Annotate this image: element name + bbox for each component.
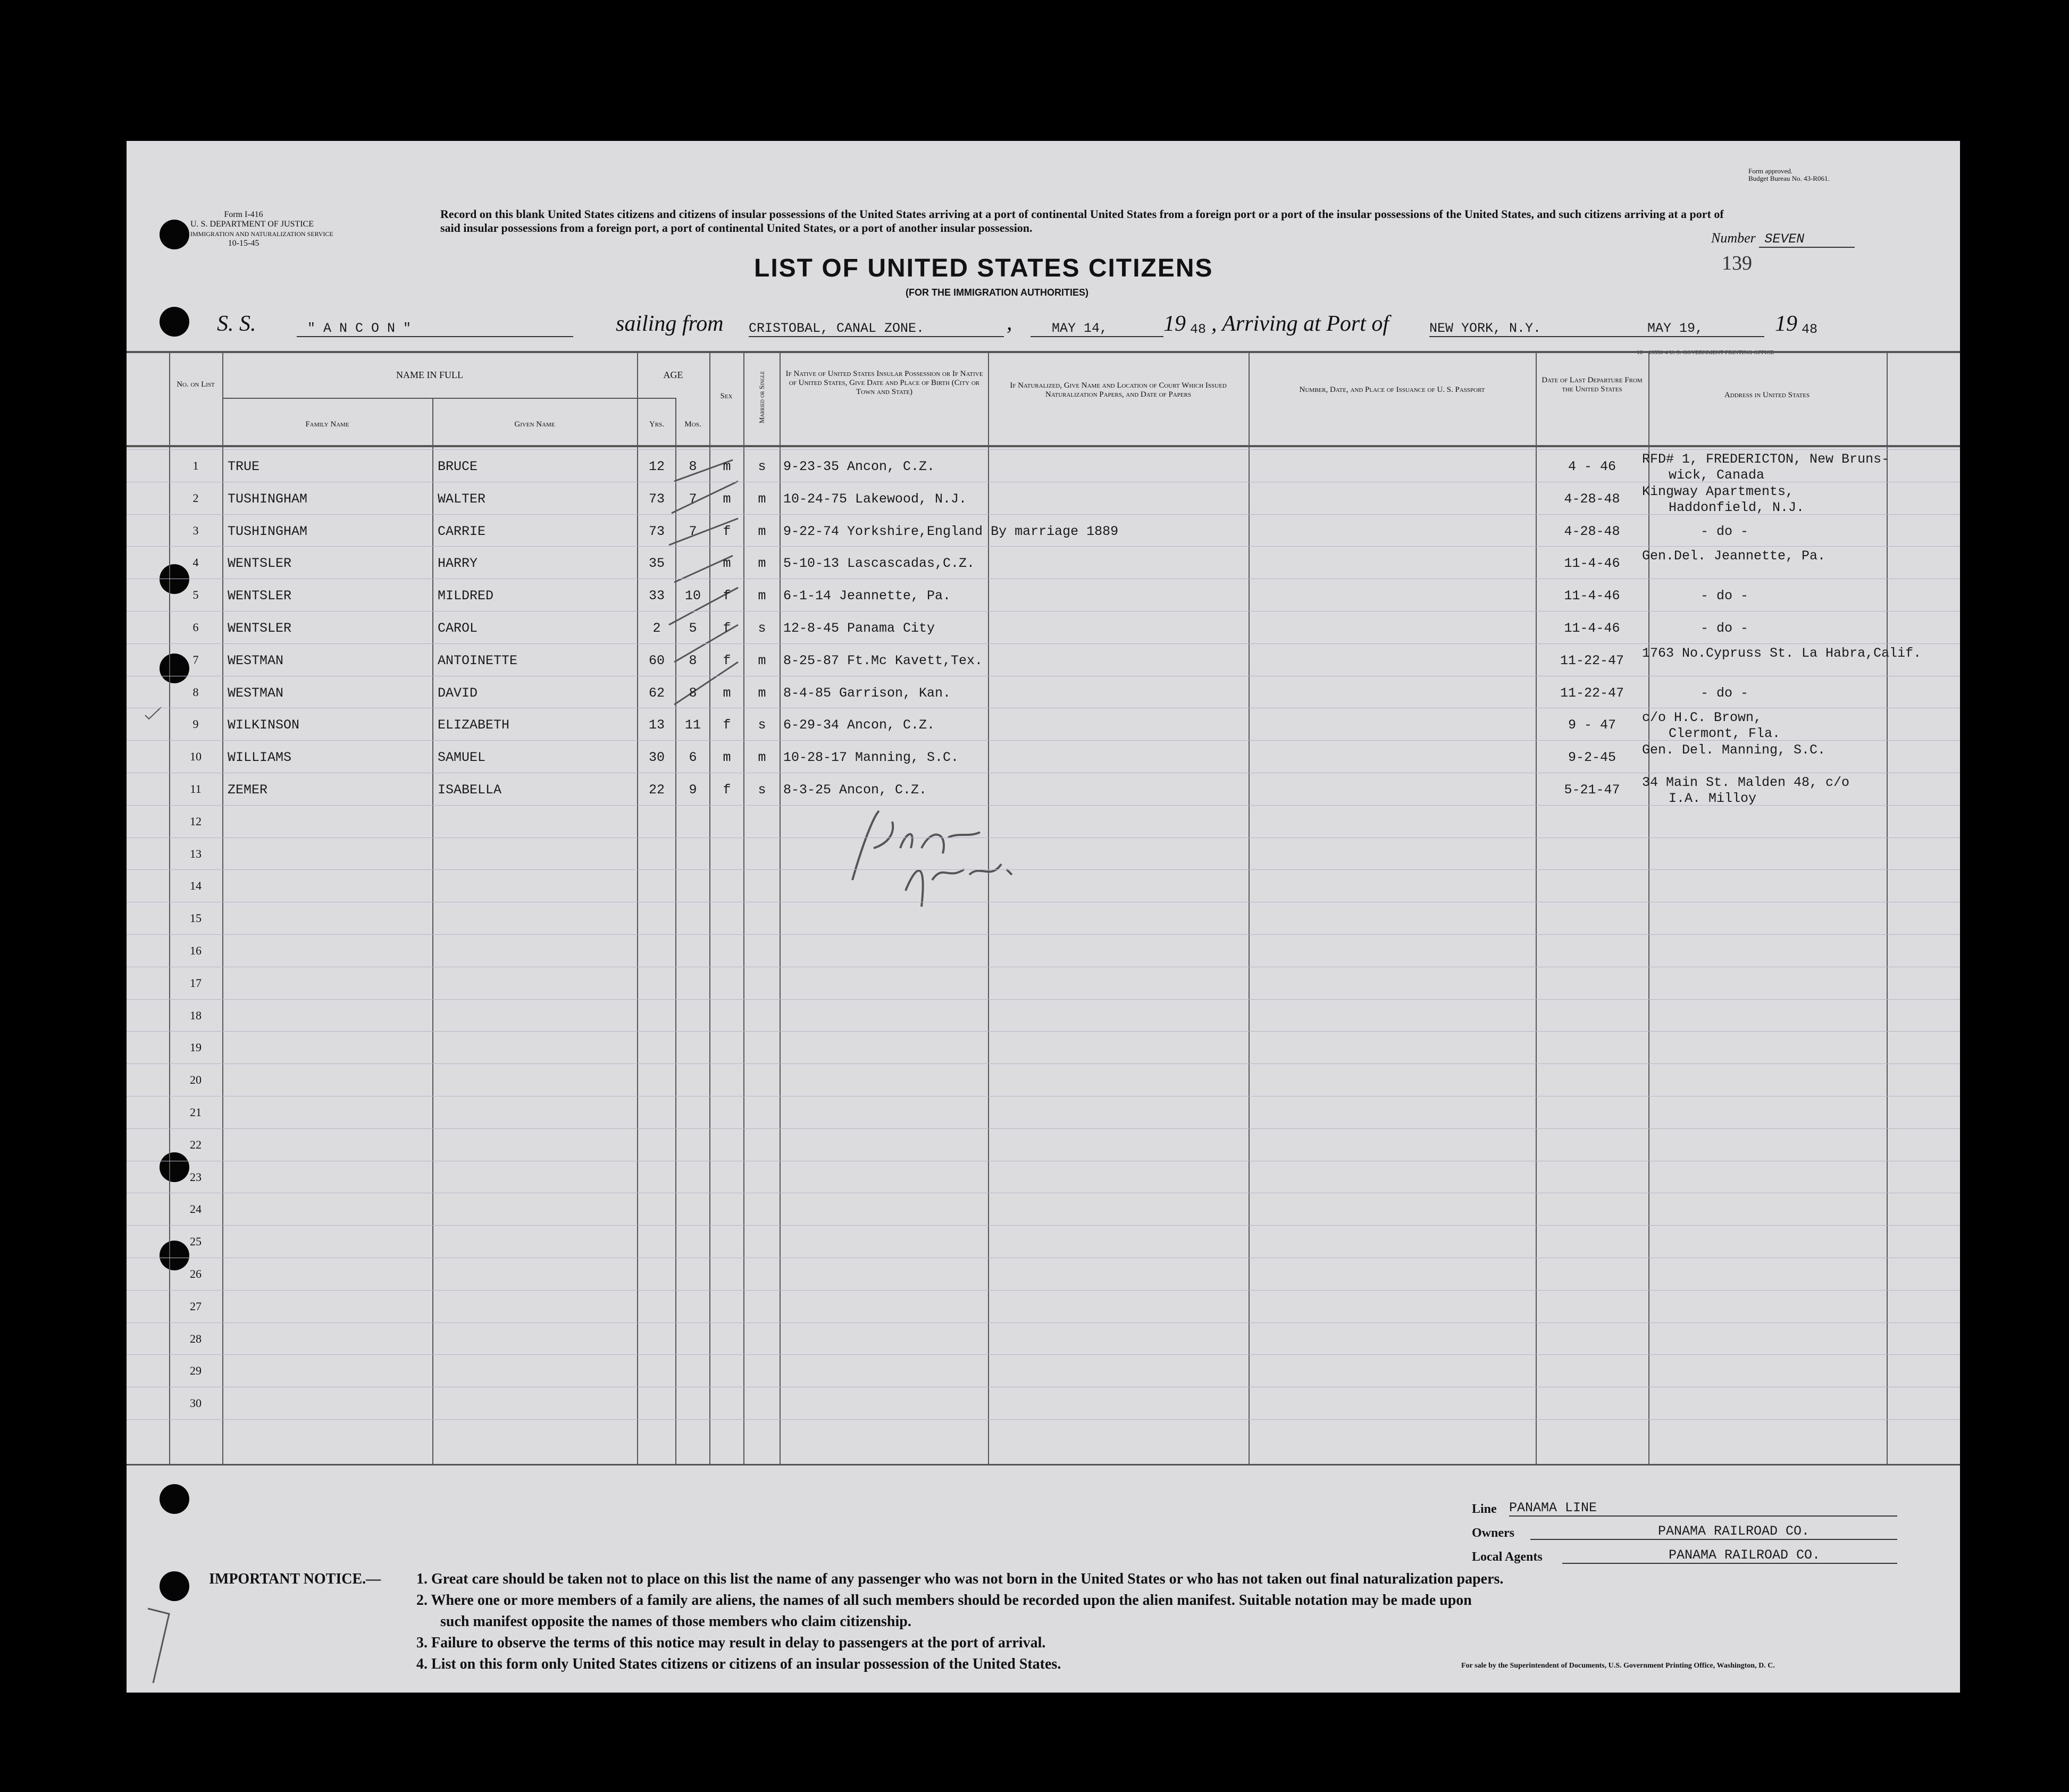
cell-departure: 4-28-48 xyxy=(1564,523,1620,539)
cell-address: - do - xyxy=(1701,621,1749,636)
page-number: 139 xyxy=(1722,252,1752,274)
cell-address: Gen. Del. Manning, S.C. xyxy=(1642,742,1826,758)
cell-family: TUSHINGHAM xyxy=(228,523,308,539)
col-divider xyxy=(1887,353,1888,1464)
header-given-name: Given Name xyxy=(514,420,555,429)
cell-departure: 11-4-46 xyxy=(1564,556,1620,572)
sale-notice: For sale by the Superintendent of Documents, U.S. Government Printing Office, Washington, D. C. xyxy=(1461,1662,1775,1670)
cell-no: 6 xyxy=(192,621,199,634)
header-family-name: Family Name xyxy=(305,420,349,429)
cell-given: ELIZABETH xyxy=(438,717,510,733)
cell-given: CAROL xyxy=(438,621,478,636)
cell-given: ISABELLA xyxy=(438,782,502,798)
cell-sex: f xyxy=(723,621,731,636)
cell-sex: m xyxy=(723,685,731,701)
cell-ms: s xyxy=(758,782,766,798)
row-rule xyxy=(127,1354,1960,1355)
sailing-label: sailing from xyxy=(616,312,724,336)
cell-no: 7 xyxy=(192,652,199,666)
cell-departure: 5-21-47 xyxy=(1564,782,1620,798)
cell-departure: 4 - 46 xyxy=(1568,459,1616,474)
cell-ms: s xyxy=(758,717,766,733)
header-native: If Native of United States Insular Possession or If Native of United States, Give Date and Place of Birth (City or Town and State) xyxy=(785,370,983,396)
header-mos: Mos. xyxy=(684,420,701,429)
ship-name: " A N C O N " xyxy=(297,321,573,337)
cell-no: 4 xyxy=(192,556,199,570)
intro-text: Record on this blank United States citizens and citizens of insular possessions of the United States arriving at a port of continental United States from a foreign port or a port of the insular possessions of the United States, and such citizens arriving at a port of said insular possessions from a foreign port, a port of continental United States, or a port of another insular possession. xyxy=(440,207,1724,235)
row-rule xyxy=(127,546,1960,547)
cell-birth: 8-3-25 Ancon, C.Z. xyxy=(783,782,927,798)
row-rule xyxy=(127,1225,1960,1226)
empty-row-number: 24 xyxy=(190,1202,202,1216)
cell-departure: 11-4-46 xyxy=(1564,621,1620,636)
owners-label: Owners xyxy=(1472,1526,1514,1540)
number-value: SEVEN xyxy=(1759,231,1855,248)
approval-block xyxy=(1748,168,1887,182)
handwritten-signature xyxy=(842,800,1023,912)
cell-yrs: 33 xyxy=(648,588,665,604)
empty-row-number: 18 xyxy=(190,1008,202,1022)
to-port: NEW YORK, N.Y. xyxy=(1429,321,1748,337)
cell-no: 10 xyxy=(190,750,202,764)
form-subtitle: (FOR THE IMMIGRATION AUTHORITIES) xyxy=(906,287,1088,298)
header-name-in-full: NAME IN FULL xyxy=(396,370,463,380)
ss-label: S. S. xyxy=(217,312,256,336)
empty-row-number: 13 xyxy=(190,847,202,860)
cell-departure: 11-22-47 xyxy=(1560,652,1624,668)
cell-yrs: 13 xyxy=(648,717,665,733)
header-age: AGE xyxy=(663,370,683,380)
cell-family: WESTMAN xyxy=(228,685,284,701)
cell-mos: 8 xyxy=(689,652,697,668)
cell-birth: 10-28-17 Manning, S.C. xyxy=(783,750,959,766)
cell-address: RFD# 1, FREDERICTON, New Bruns- xyxy=(1642,451,1890,467)
header-yrs: Yrs. xyxy=(649,420,665,429)
cell-ms: m xyxy=(758,750,766,766)
cell-departure: 11-4-46 xyxy=(1564,588,1620,604)
year-from: 48 xyxy=(1190,322,1207,337)
cell-mos: 7 xyxy=(689,523,697,539)
empty-row-number: 23 xyxy=(190,1170,202,1184)
cell-given: MILDRED xyxy=(438,588,494,604)
cell-family: ZEMER xyxy=(228,782,268,798)
header-passport: Number, Date, and Place of Issuance of U. S. Passport xyxy=(1299,386,1485,394)
cell-birth: 8-25-87 Ft.Mc Kavett,Tex. xyxy=(783,652,983,668)
empty-row-number: 15 xyxy=(190,911,202,925)
from-port: CRISTOBAL, CANAL ZONE. xyxy=(749,321,1004,337)
col-divider xyxy=(169,353,170,1464)
margin-mark xyxy=(143,1603,174,1688)
date-to: MAY 19, xyxy=(1647,321,1764,337)
cell-family: WENTSLER xyxy=(228,556,292,572)
cell-no: 2 xyxy=(192,491,199,505)
cell-mos: 7 xyxy=(689,491,697,507)
cell-address: Kingway Apartments, xyxy=(1642,483,1794,499)
cell-yrs: 12 xyxy=(648,459,665,474)
empty-row-number: 20 xyxy=(190,1073,202,1087)
form-id-block xyxy=(190,210,333,248)
cell-ms: m xyxy=(758,652,766,668)
cell-sex: m xyxy=(723,556,731,572)
cell-family: WILKINSON xyxy=(228,717,300,733)
punch-hole xyxy=(160,1484,189,1514)
cell-ms: m xyxy=(758,556,766,572)
cell-given: HARRY xyxy=(438,556,478,572)
cell-mos: 8 xyxy=(689,459,697,474)
cell-ms: m xyxy=(758,491,766,507)
col-divider xyxy=(432,398,433,1464)
cell-yrs: 60 xyxy=(648,652,665,668)
cell-ms: m xyxy=(758,523,766,539)
empty-row-number: 26 xyxy=(190,1267,202,1280)
cell-address: c/o H.C. Brown, xyxy=(1642,710,1762,726)
notice-item: such manifest opposite the names of those members who claim citizenship. xyxy=(440,1613,911,1630)
agents-value: PANAMA RAILROAD CO. xyxy=(1562,1547,1897,1564)
cell-given: BRUCE xyxy=(438,459,478,474)
cell-address-line2: I.A. Milloy xyxy=(1669,791,1757,806)
empty-row-number: 29 xyxy=(190,1364,202,1378)
notice-item: 4. List on this form only United States citizens or citizens of an insular possession of the United States. xyxy=(416,1656,1061,1672)
row-rule xyxy=(127,1419,1960,1420)
empty-row-number: 28 xyxy=(190,1332,202,1345)
row-rule xyxy=(127,869,1960,870)
row-rule xyxy=(127,1031,1960,1032)
cell-family: WILLIAMS xyxy=(228,750,292,766)
approval-line: Form approved. xyxy=(1748,167,1793,175)
notice-heading: IMPORTANT NOTICE.— xyxy=(209,1571,381,1587)
cell-ms: s xyxy=(758,459,766,474)
cell-departure: 9-2-45 xyxy=(1568,750,1616,766)
cell-sex: m xyxy=(723,750,731,766)
row-rule xyxy=(127,999,1960,1000)
line-value: PANAMA LINE xyxy=(1509,1500,1897,1517)
empty-row-number: 16 xyxy=(190,944,202,957)
cell-mos: 6 xyxy=(689,750,697,766)
cell-address: 1763 No.Cypruss St. La Habra,Calif. xyxy=(1642,645,1922,661)
row-rule xyxy=(127,1322,1960,1323)
cell-departure: 9 - 47 xyxy=(1568,717,1616,733)
row-rule xyxy=(127,611,1960,612)
empty-row-number: 27 xyxy=(190,1299,202,1313)
empty-row-number: 22 xyxy=(190,1137,202,1151)
cell-birth: 8-4-85 Garrison, Kan. xyxy=(783,685,951,701)
header-married: Married or Single xyxy=(758,371,766,424)
cell-address: Gen.Del. Jeannette, Pa. xyxy=(1642,548,1826,564)
cell-ms: s xyxy=(758,621,766,636)
cell-no: 8 xyxy=(192,685,199,699)
row-rule xyxy=(127,934,1960,935)
col-divider xyxy=(1648,353,1649,1464)
cell-family: WESTMAN xyxy=(228,652,284,668)
cell-birth: 6-1-14 Jeannette, Pa. xyxy=(783,588,951,604)
cell-mos: 9 xyxy=(689,782,697,798)
cell-yrs: 73 xyxy=(648,491,665,507)
cell-no: 3 xyxy=(192,523,199,537)
cell-given: WALTER xyxy=(438,491,486,507)
notice-item: 2. Where one or more members of a family are aliens, the names of all such members should be recorded upon the alien manifest. Suitable notation may be made upon xyxy=(416,1592,1472,1609)
empty-row-number: 17 xyxy=(190,976,202,990)
cell-address: - do - xyxy=(1701,685,1749,701)
cell-sex: f xyxy=(723,782,731,798)
cell-ms: m xyxy=(758,685,766,701)
cell-yrs: 2 xyxy=(652,621,661,636)
cell-yrs: 62 xyxy=(648,685,665,701)
name-subheader-line xyxy=(222,398,637,399)
department: U. S. DEPARTMENT OF JUSTICE xyxy=(190,220,314,229)
empty-row-number: 14 xyxy=(190,879,202,893)
notice-item: 3. Failure to observe the terms of this notice may result in delay to passengers at the port of arrival. xyxy=(416,1635,1046,1651)
cell-sex: f xyxy=(723,588,731,604)
cell-birth: 5-10-13 Lascascadas,C.Z. xyxy=(783,556,975,572)
year-label: 19 xyxy=(1775,312,1797,336)
header-sex: Sex xyxy=(720,392,733,400)
cell-mos: 8 xyxy=(689,685,697,701)
col-divider xyxy=(637,353,638,1464)
empty-row-number: 30 xyxy=(190,1396,202,1410)
cell-family: TRUE xyxy=(228,459,260,474)
cell-address-line2: wick, Canada xyxy=(1669,467,1765,483)
empty-row-number: 12 xyxy=(190,814,202,828)
table-bottom-border xyxy=(127,1464,1960,1466)
age-subheader-line xyxy=(637,398,675,399)
cell-given: SAMUEL xyxy=(438,750,486,766)
cell-given: ANTOINETTE xyxy=(438,652,518,668)
cell-yrs: 35 xyxy=(648,556,665,572)
cell-sex: m xyxy=(723,491,731,507)
cell-address: 34 Main St. Malden 48, c/o xyxy=(1642,775,1850,790)
date-from: MAY 14, xyxy=(1031,321,1163,337)
table-top-border xyxy=(127,351,1960,353)
cell-family: TUSHINGHAM xyxy=(228,491,308,507)
cell-birth: 10-24-75 Lakewood, N.J. xyxy=(783,491,967,507)
form-id: Form I-416 xyxy=(224,210,263,219)
row-rule xyxy=(127,449,1960,450)
header-departure: Date of Last Departure From the United States xyxy=(1542,376,1643,393)
cell-departure: 11-22-47 xyxy=(1560,685,1624,701)
cell-ms: m xyxy=(758,588,766,604)
row-rule xyxy=(127,1128,1960,1129)
cell-given: DAVID xyxy=(438,685,478,701)
cell-family: WENTSLER xyxy=(228,588,292,604)
header-naturalized: If Naturalized, Give Name and Location of Court Which Issued Naturalization Papers, and Date of Papers xyxy=(1010,381,1227,399)
empty-row-number: 19 xyxy=(190,1041,202,1054)
cell-mos: 5 xyxy=(689,621,697,636)
header-bottom-border xyxy=(127,445,1960,447)
cell-birth: 6-29-34 Ancon, C.Z. xyxy=(783,717,935,733)
cell-address: - do - xyxy=(1701,523,1749,539)
punch-hole xyxy=(160,220,189,249)
header-address: Address in United States xyxy=(1724,391,1810,399)
agents-label: Local Agents xyxy=(1472,1550,1543,1564)
form-date: 10-15-45 xyxy=(228,239,259,248)
owners-value: PANAMA RAILROAD CO. xyxy=(1530,1523,1897,1540)
number-field xyxy=(1711,230,1855,248)
approval-line: Budget Bureau No. 43-R061. xyxy=(1748,174,1830,182)
cell-address: - do - xyxy=(1701,588,1749,604)
cell-sex: m xyxy=(723,459,731,474)
cell-no: 1 xyxy=(192,459,199,472)
cell-family: WENTSLER xyxy=(228,621,292,636)
empty-row-number: 25 xyxy=(190,1235,202,1249)
header-no: No. on List xyxy=(177,380,215,389)
check-mark xyxy=(143,705,164,721)
cell-address-line2: Clermont, Fla. xyxy=(1669,726,1781,742)
cell-mos: 11 xyxy=(684,717,701,733)
cell-no: 5 xyxy=(192,588,199,602)
punch-hole xyxy=(160,1571,189,1601)
service: IMMIGRATION AND NATURALIZATION SERVICE xyxy=(190,230,333,238)
notice-item: 1. Great care should be taken not to place on this list the name of any passenger who was not born in the United States or who has not taken out final naturalization papers. xyxy=(416,1571,1504,1587)
line-label: Line xyxy=(1472,1502,1497,1516)
cell-sex: f xyxy=(723,652,731,668)
cell-yrs: 30 xyxy=(648,750,665,766)
row-rule xyxy=(127,643,1960,644)
form-title: LIST OF UNITED STATES CITIZENS xyxy=(754,254,1213,282)
cell-no: 9 xyxy=(192,717,199,731)
cell-birth: 9-23-35 Ancon, C.Z. xyxy=(783,459,935,474)
cell-given: CARRIE xyxy=(438,523,486,539)
cell-yrs: 22 xyxy=(648,782,665,798)
col-divider xyxy=(780,353,781,1464)
year-label: 19 xyxy=(1163,312,1186,336)
arriving-label: , Arriving at Port of xyxy=(1211,312,1389,336)
col-divider xyxy=(222,353,223,1464)
cell-birth: 12-8-45 Panama City xyxy=(783,621,935,636)
cell-sex: f xyxy=(723,717,731,733)
col-divider xyxy=(1536,353,1537,1464)
cell-mos: 10 xyxy=(684,588,701,604)
cell-sex: f xyxy=(723,523,731,539)
cell-departure: 4-28-48 xyxy=(1564,491,1620,507)
cell-no: 11 xyxy=(190,782,202,795)
manifest-sheet xyxy=(127,141,1960,1693)
cell-yrs: 73 xyxy=(648,523,665,539)
number-label: Number xyxy=(1711,230,1756,246)
punch-hole xyxy=(160,307,189,337)
row-rule xyxy=(127,1290,1960,1291)
sep-comma: , xyxy=(1007,311,1012,335)
cell-address-line2: Haddonfield, N.J. xyxy=(1669,499,1805,515)
cell-birth: 9-22-74 Yorkshire,England By marriage 1889 xyxy=(783,523,1119,539)
year-to: 48 xyxy=(1802,322,1818,337)
col-divider xyxy=(1249,353,1250,1464)
empty-row-number: 21 xyxy=(190,1106,202,1119)
